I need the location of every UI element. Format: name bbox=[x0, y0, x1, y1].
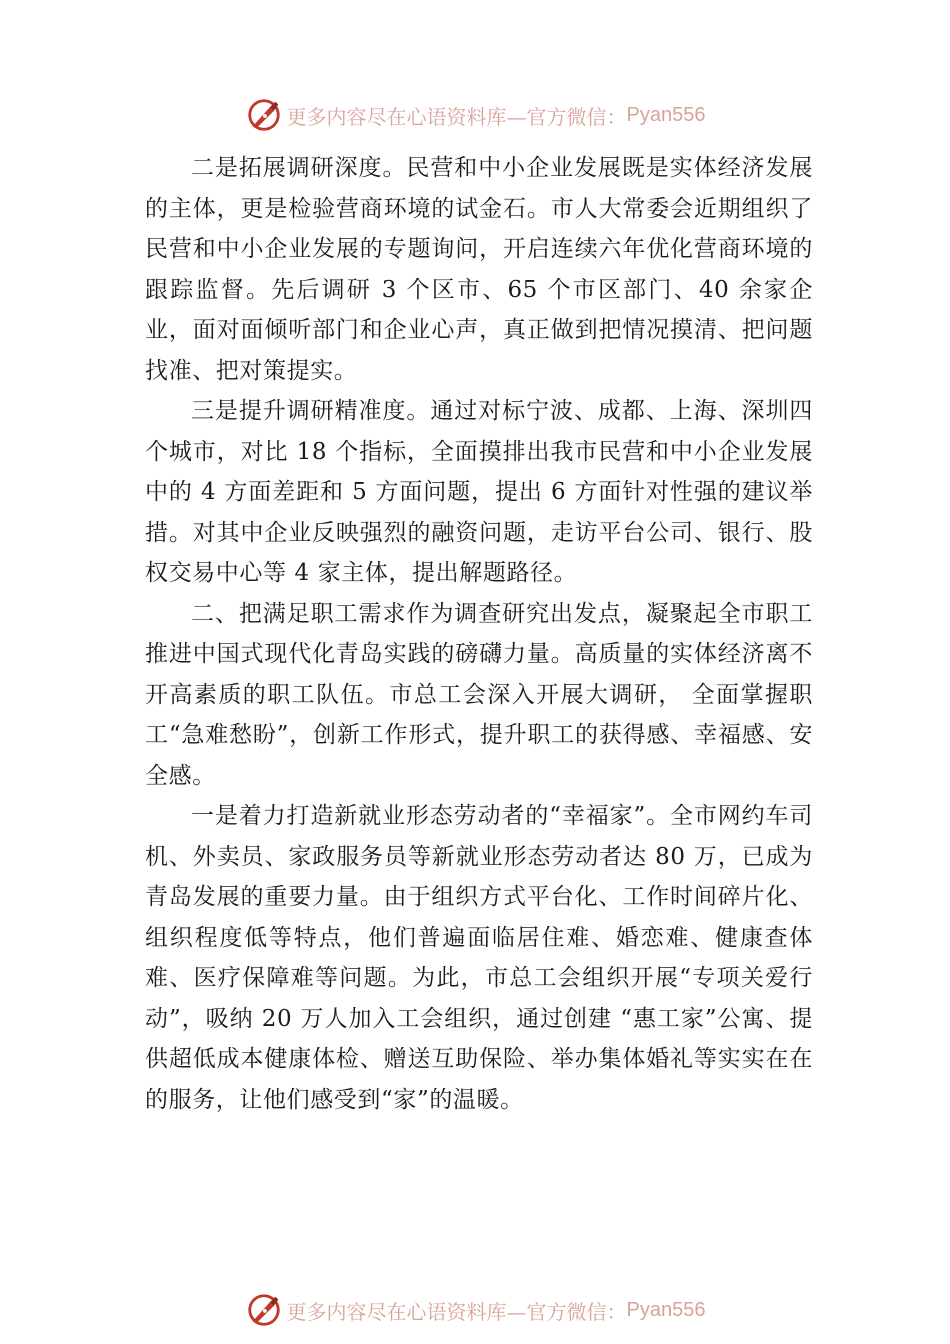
pen-logo-icon bbox=[245, 1291, 283, 1329]
paragraph: 三是提升调研精准度。通过对标宁波、成都、上海、深圳四个城市，对比 18 个指标，全面摸排出我市民营和中小企业发展中的 4 方面差距和 5 方面问题，提出 6 方面针对性强的建议举措。对其中企业反映强烈的融资问题，走访平台公司、银行、股权交易中心等 4 家主体，提出解题路径。 bbox=[145, 398, 813, 586]
header-banner-wechat-id: Pyan556 bbox=[626, 103, 706, 126]
header-banner bbox=[0, 95, 950, 135]
pen-logo-icon bbox=[245, 96, 283, 134]
footer-banner bbox=[0, 1290, 950, 1330]
document-body bbox=[145, 148, 813, 1120]
paragraph: 一是着力打造新就业形态劳动者的“幸福家”。全市网约车司机、外卖员、家政服务员等新就业形态劳动者达 80 万，已成为青岛发展的重要力量。由于组织方式平台化、工作时间碎片化、组织程度低等特点，他们普遍面临居住难、婚恋难、健康查体难、医疗保障难等问题。为此，市总工会组织开展“专项关爱行动”，吸纳 20 万人加入工会组织，通过创建 “惠工家”公寓、提供超低成本健康体检、赠送互助保险、举办集体婚礼等实实在在的服务，让他们感受到“家”的温暖。 bbox=[145, 803, 813, 1113]
header-banner-text: 更多内容尽在心语资料库—官方微信： bbox=[286, 104, 627, 129]
footer-banner-text: 更多内容尽在心语资料库—官方微信： bbox=[286, 1299, 627, 1324]
footer-banner-wechat-id: Pyan556 bbox=[626, 1298, 706, 1321]
paragraph: 二是拓展调研深度。民营和中小企业发展既是实体经济发展的主体，更是检验营商环境的试金石。市人大常委会近期组织了民营和中小企业发展的专题询问，开启连续六年优化营商环境的跟踪监督。先后调研 3 个区市、65 个市区部门、40 余家企业，面对面倾听部门和企业心声，真正做到把情况摸清、把问题找准、把对策提实。 bbox=[145, 155, 813, 384]
paragraph: 二、把满足职工需求作为调查研究出发点，凝聚起全市职工推进中国式现代化青岛实践的磅礴力量。高质量的实体经济离不开高素质的职工队伍。市总工会深入开展大调研， 全面掌握职工“急难愁盼”，创新工作形式，提升职工的获得感、幸福感、安全感。 bbox=[145, 600, 813, 789]
